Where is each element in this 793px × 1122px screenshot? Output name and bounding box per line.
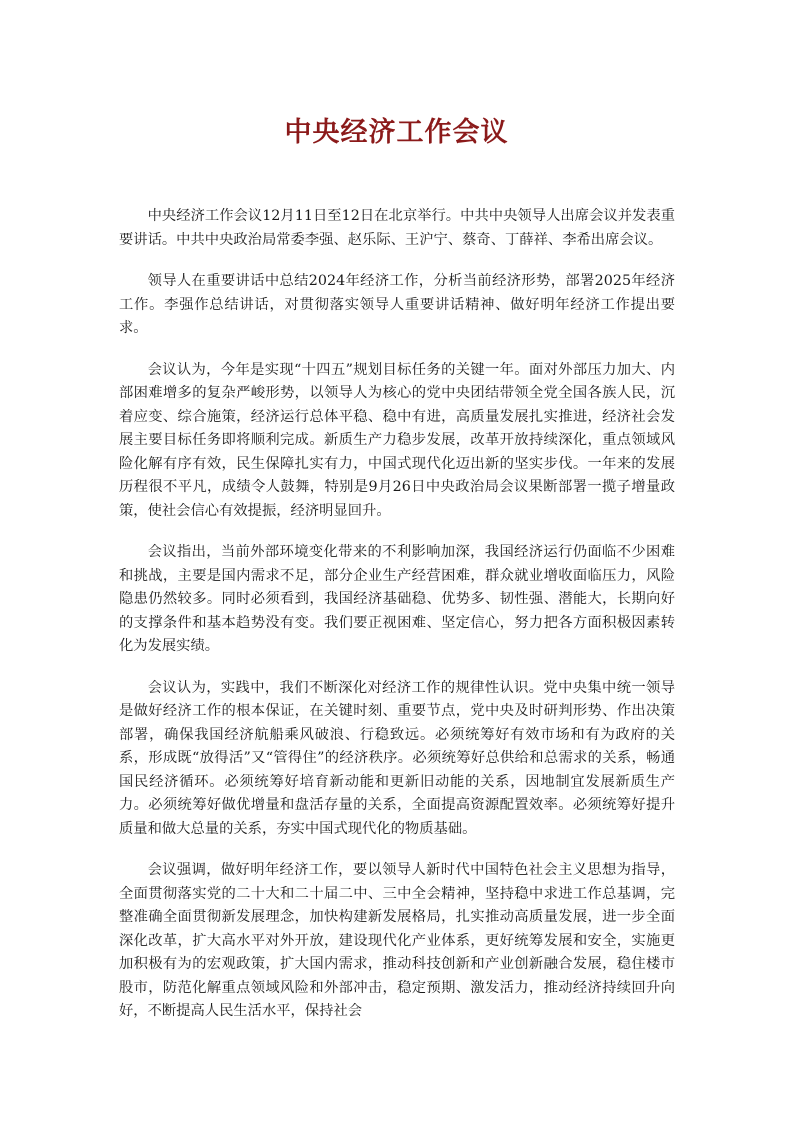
paragraph: 会议认为，实践中，我们不断深化对经济工作的规律性认识。党中央集中统一领导是做好经济工作的根本保证，在关键时刻、重要节点，党中央及时研判形势、作出决策部署，确保我国经济航船乘风破浪、行稳致远。必须统筹好有效市场和有为政府的关系，形成既“放得活”又“管得住”的经济秩序。必须统筹好总供给和总需求的关系，畅通国民经济循环。必须统筹好培育新动能和更新旧动能的关系，因地制宜发展新质生产力。必须统筹好做优增量和盘活存量的关系，全面提高资源配置效率。必须统筹好提升质量和做大总量的关系，夯实中国式现代化的物质基础。 [119,679,675,837]
paragraph: 会议指出，当前外部环境变化带来的不利影响加深，我国经济运行仍面临不少困难和挑战，主要是国内需求不足，部分企业生产经营困难，群众就业增收面临压力，风险隐患仍然较多。同时必须看到，我国经济基础稳、优势多、韧性强、潜能大，长期向好的支撑条件和基本趋势没有变。我们要正视困难、坚定信心，努力把各方面积极因素转化为发展实绩。 [119,544,675,654]
paragraph: 会议认为，今年是实现“十四五”规划目标任务的关键一年。面对外部压力加大、内部困难增多的复杂严峻形势，以领导人为核心的党中央团结带领全党全国各族人民，沉着应变、综合施策，经济运行总体平稳、稳中有进，高质量发展扎实推进，经济社会发展主要目标任务即将顺利完成。新质生产力稳步发展，改革开放持续深化，重点领域风险化解有序有效，民生保障扎实有力，中国式现代化迈出新的坚实步伐。一年来的发展历程很不平凡，成绩令人鼓舞，特别是9月26日中央政治局会议果断部署一揽子增量政策，使社会信心有效提振，经济明显回升。 [119,361,675,519]
paragraph: 会议强调，做好明年经济工作，要以领导人新时代中国特色社会主义思想为指导，全面贯彻落实党的二十大和二十届二中、三中全会精神，坚持稳中求进工作总基调，完整准确全面贯彻新发展理念，加快构建新发展格局，扎实推动高质量发展，进一步全面深化改革，扩大高水平对外开放，建设现代化产业体系，更好统筹发展和安全，实施更加积极有为的宏观政策，扩大国内需求，推动科技创新和产业创新融合发展，稳住楼市股市，防范化解重点领域风险和外部冲击，稳定预期、激发活力，推动经济持续回升向好，不断提高人民生活水平，保持社会 [119,862,675,1019]
document-title: 中央经济工作会议 [284,117,509,148]
paragraph: 中央经济工作会议12月11日至12日在北京举行。中共中央领导人出席会议并发表重要讲话。中共中央政治局常委李强、赵乐际、王沪宁、蔡奇、丁薛祥、李希出席会议。 [119,208,675,248]
document-body [119,205,675,1042]
paragraph: 领导人在重要讲话中总结2024年经济工作，分析当前经济形势，部署2025年经济工作。李强作总结讲话，对贯彻落实领导人重要讲话精神、做好明年经济工作提出要求。 [119,273,675,336]
